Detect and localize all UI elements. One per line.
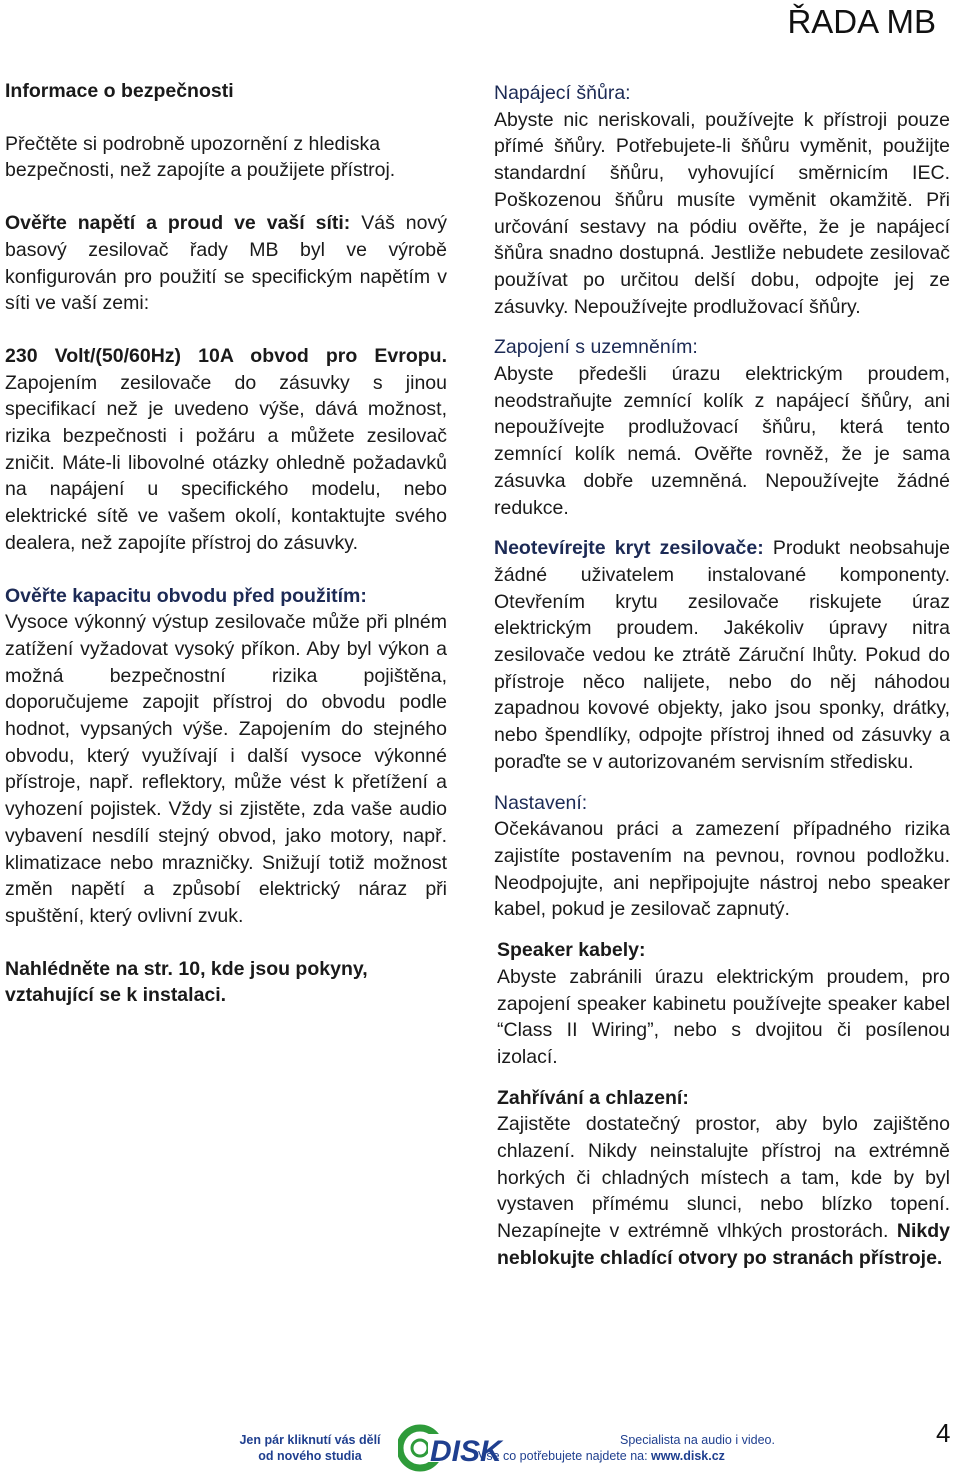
heat-bold: Nikdy neblokujte chladící otvory po stranách přístroje. <box>497 1220 950 1269</box>
footer-left-line1: Jen pár kliknutí vás dělí <box>239 1433 381 1447</box>
page-title: ŘADA MB <box>787 3 936 40</box>
safety-intro: Přečtěte si podrobně upozornění z hlediska bezpečnosti, než zapojíte a použijete přístroj. <box>5 132 396 182</box>
right-column <box>494 80 950 1272</box>
voltage-text: Váš nový basový zesilovač řady MB byl ve výrobě konfigurován pro použití se specifickým napětím v síti ve vaší zemi: <box>5 212 447 315</box>
speaker-text: Abyste zabránili úrazu elektrickým proudem, pro zapojení speaker kabinetu používejte speaker kabel “Class II Wiring”, nebo s dvojitou či posílenou izolací. <box>497 965 950 1068</box>
cover-text: Produkt neobsahuje žádné uživatelem instalované komponenty. Otevřením krytu zesilovače riskujete úraz elektrickým proudem. Jakékoliv úpravy nitra zesilovače vedou ke ztrátě Záruční lhůty. Pokud do přístroje něco nalijete, nebo do něj náhodou zapadnou kovové objekty, jako jsou sponky, drátky, nebo špendlíky, odpojte přístroj ihned od zásuvky a poraďte se v autorizovaném servisním středisku. <box>494 537 950 773</box>
footer-right-line2 <box>478 1448 725 1464</box>
ground-heading: Zapojení s uzemněním: <box>494 336 698 359</box>
footer-right-line1: Specialista na audio i video. <box>620 1433 775 1447</box>
footer-left-line2: od nového studia <box>258 1449 362 1463</box>
setup-heading: Nastavení: <box>494 791 588 814</box>
voltage-spec-paragraph <box>5 343 447 557</box>
voltage-paragraph <box>5 210 447 317</box>
ground-text: Abyste předešli úrazu elektrickým proudem, neodstraňujte zemnící kolík z napájecí šňůry, ani nepoužívejte prodlužovací šňůru, která tento zemnící kolík nemá. Ověřte rovněž, že je sama zásuvka dobře uzemněná. Nepoužívejte žádné redukce. <box>494 363 950 519</box>
cord-heading: Napájecí šňůra: <box>494 82 631 104</box>
safety-heading: Informace o bezpečnosti <box>5 80 234 102</box>
heat-text: Zajistěte dostatečný prostor, aby bylo zajištěno chlazení. Nikdy neinstalujte přístroj na extrémně horkých či chladných místech a tam, kde by byl vystaven přímému slunci, nebo blízko topení. Nezapínejte v extrémně vlhkých prostorách. <box>497 1113 950 1243</box>
speaker-heading: Speaker kabely: <box>497 939 646 962</box>
heat-heading: Zahřívání a chlazení: <box>497 1086 689 1109</box>
cover-paragraph <box>494 535 950 775</box>
cord-text: Abyste nic neriskovali, používejte k přístroji pouze přímé šňůry. Potřebujete-li šňůru vyměnit, použijte standardní šňůru, vyhovující směrnicím IEC. Poškozenou šňůru musíte vyměnit okamžitě. Při určování sestavy na pódiu ověřte, že je napájecí šňůra snadno dostupná. Jestliže nebudete zesilovač používat po určitou delší dobu, odpojte jej ze zásuvky. Nepoužívejte prodlužovací šňůry. <box>494 108 950 318</box>
voltage-spec: 230 Volt/(50/60Hz) 10A obvod pro Evropu. <box>5 344 447 367</box>
logo-text: DISK <box>430 1435 502 1468</box>
voltage-warning: Zapojením zesilovače do zásuvky s jinou specifikací než je uvedeno výše, dává možnost, rizika bezpečnosti i požáru a můžete zesilovač zničit. Máte-li libovolné otázky ohledně požadavků na napájení u specifického modelu, nebo elektrické sítě ve vašem okolí, kontaktujte svého dealera, než zapojíte přístroj do zásuvky. <box>5 371 447 554</box>
left-column <box>5 78 447 1009</box>
heat-paragraph <box>494 1111 950 1271</box>
capacity-heading: Ověřte kapacitu obvodu před použitím: <box>5 584 367 607</box>
footer-url-link[interactable]: www.disk.cz <box>651 1449 725 1463</box>
setup-text: Očekávanou práci a zamezení případného rizika zajistíte postavením na pevnou, rovnou podložku. Neodpojujte, ani nepřipojujte nástroj nebo speaker kabel, pokud je zesilovač zapnutý. <box>494 818 950 921</box>
footer-right-prefix: Vše co potřebujete najdete na: <box>478 1449 652 1463</box>
page-number: 4 <box>936 1418 951 1448</box>
install-note: Nahlédněte na str. 10, kde jsou pokyny, vztahující se k instalaci. <box>5 957 368 1007</box>
capacity-text: Vysoce výkonný výstup zesilovače může při plném zatížení vyžadovat vysoký příkon. Aby byl výkon a možná bezpečnostní rizika pojištěna, doporučujeme zapojit přístroj do obvodu podle hodnot, vypsaných výše. Zapojením do stejného obvodu, který využívají i další vysoce výkonné přístroje, např. reflektory, může vést k přetížení a vyhození pojistek. Vždy si zjistěte, zda vaše audio vybavení nesdílí stejný obvod, jako motory, např. klimatizace nebo mrazničky. Snižují totiž možnost změn napětí a způsobí elektrický náraz při spuštění, který ovlivní zvuk. <box>5 611 447 927</box>
cover-heading: Neotevírejte kryt zesilovače: <box>494 537 764 560</box>
footer <box>0 1418 960 1483</box>
voltage-heading: Ověřte napětí a proud ve vaší síti: <box>5 212 351 235</box>
